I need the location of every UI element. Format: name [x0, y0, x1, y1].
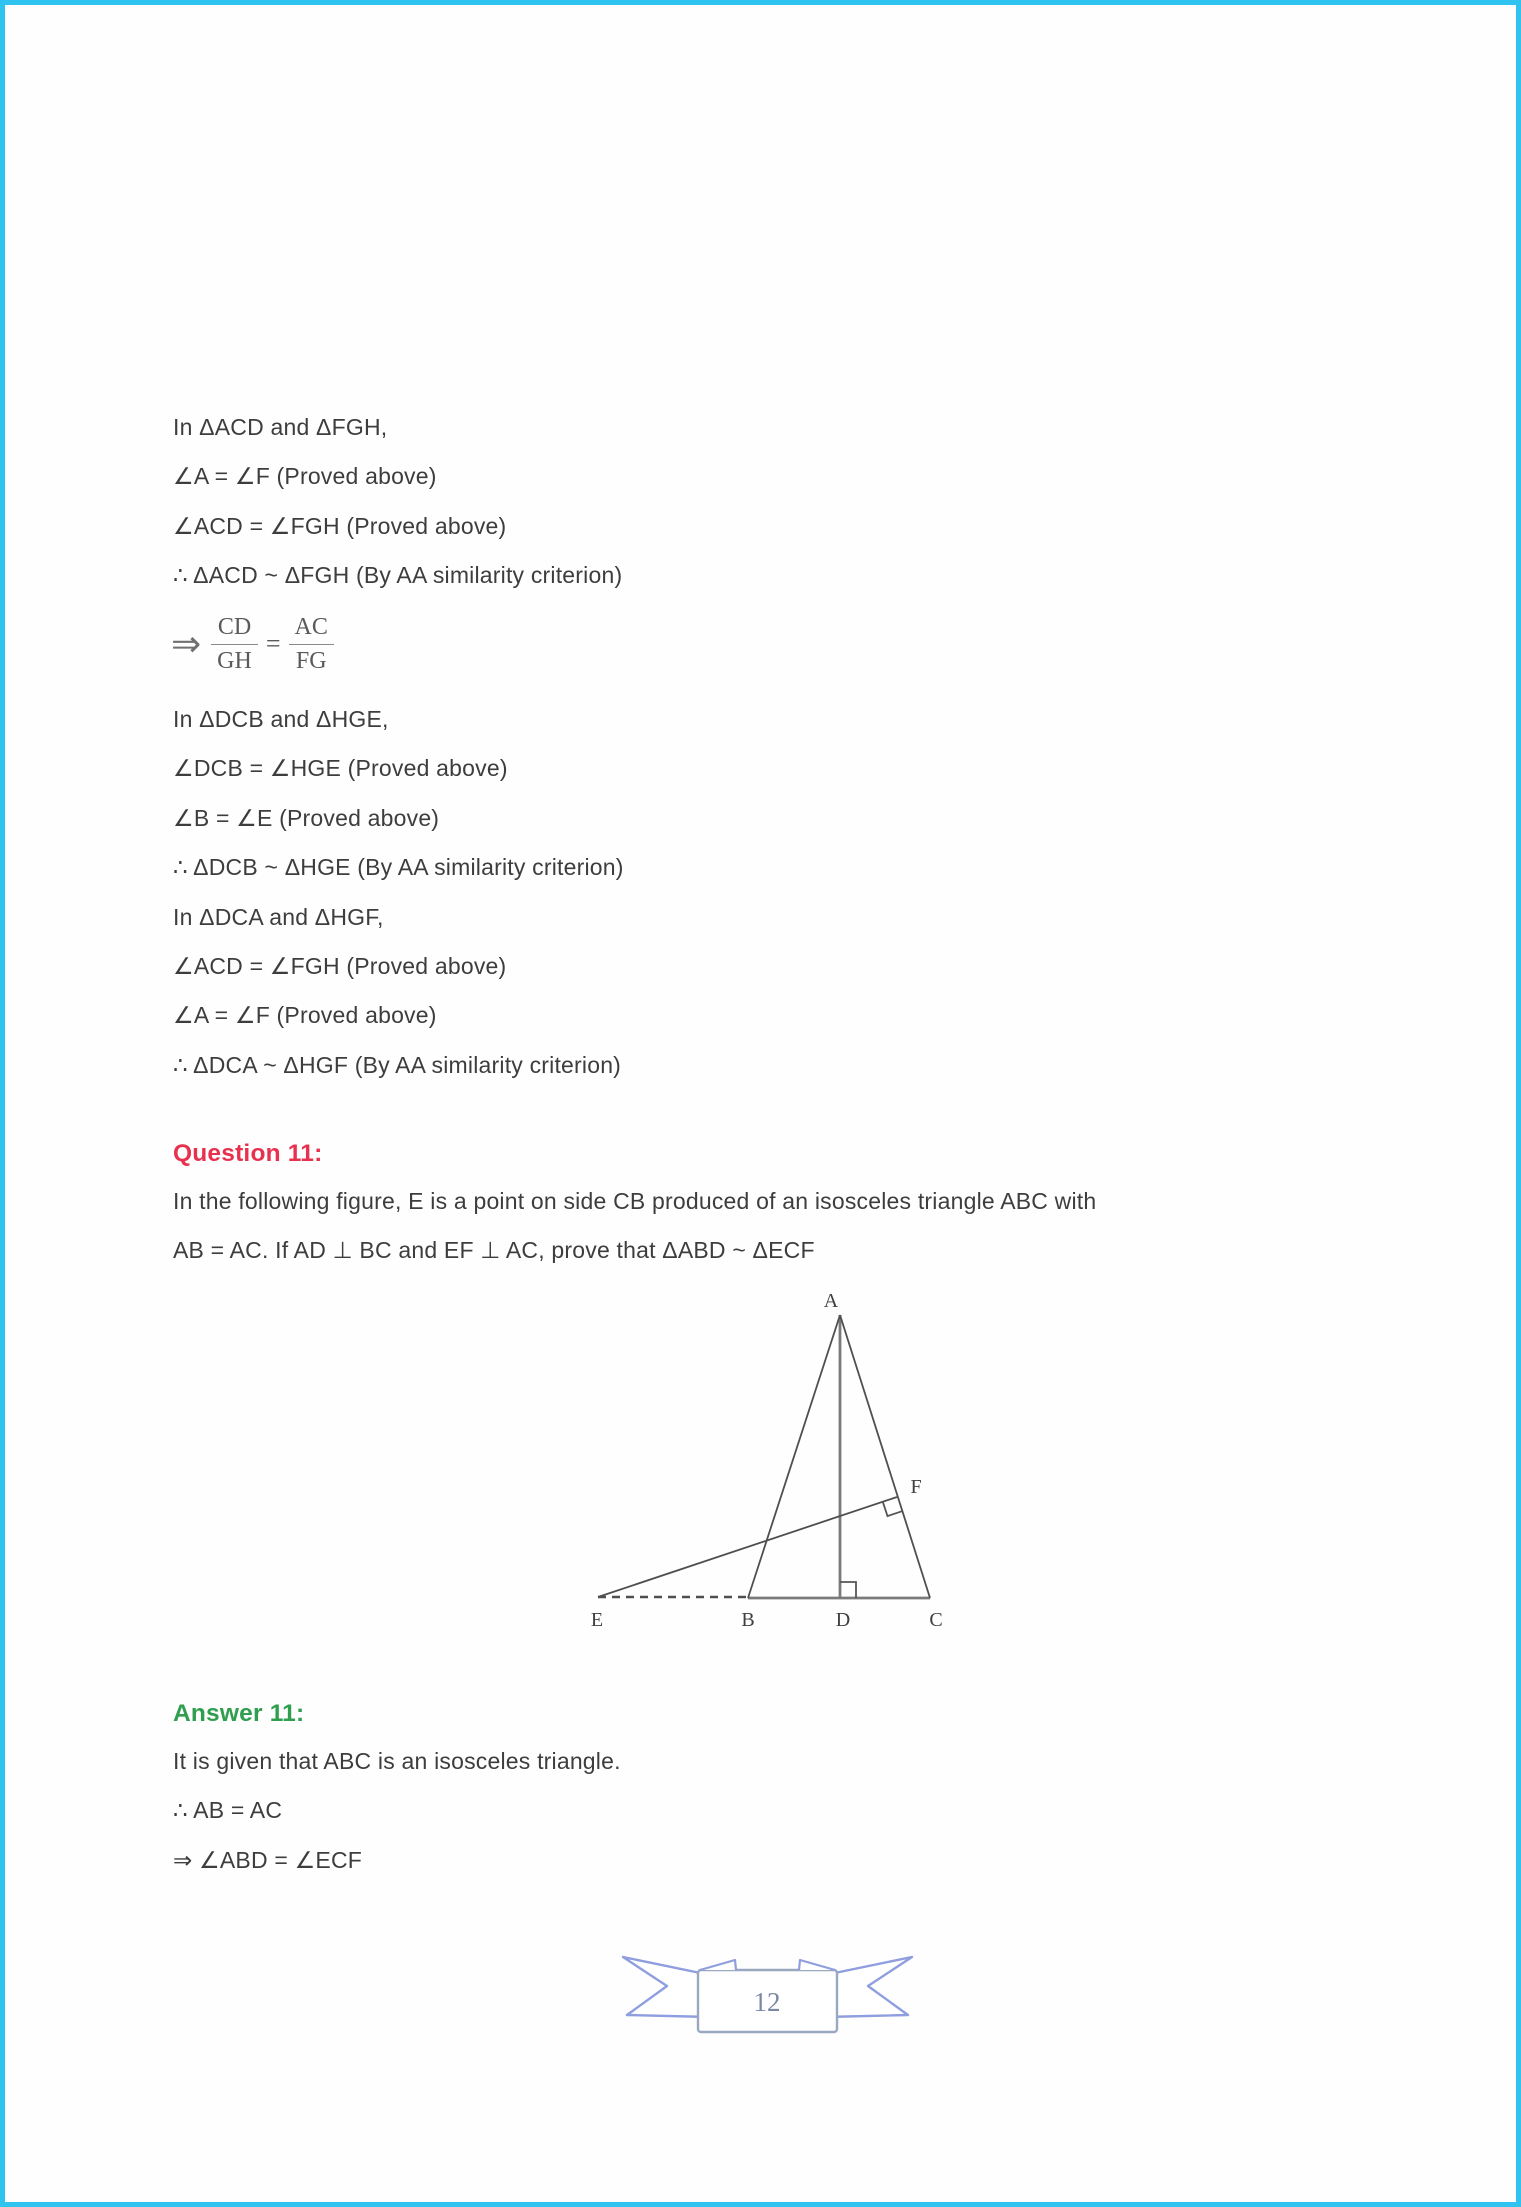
- ratio-formula: [171, 601, 334, 687]
- right-angle-mark-d: [840, 1582, 856, 1598]
- answer-line: ⇒ ∠ABD = ∠ECF: [173, 1846, 363, 1873]
- proof-line: ∠B = ∠E (Proved above): [173, 804, 440, 831]
- proof-line: ∠DCB = ∠HGE (Proved above): [173, 755, 508, 782]
- proof-line: ∠ACD = ∠FGH (Proved above): [173, 512, 507, 539]
- answer-heading: Answer 11:: [173, 1700, 305, 1727]
- label-f: F: [910, 1476, 922, 1498]
- label-c: C: [929, 1609, 943, 1631]
- label-d: D: [835, 1609, 851, 1631]
- question-text: [173, 1177, 1413, 1276]
- proof-line: ∠ACD = ∠FGH (Proved above): [173, 953, 507, 980]
- proof-line: In ΔDCB and ΔHGE,: [173, 706, 389, 732]
- answer-text: [173, 1737, 1413, 1885]
- page-number: 12: [753, 1987, 781, 2017]
- answer-line: It is given that ABC is an isosceles triangle.: [173, 1748, 621, 1774]
- triangle-figure: [565, 1285, 985, 1650]
- proof-line: ∠A = ∠F (Proved above): [173, 1002, 437, 1029]
- answer-line: ∴ AB = AC: [173, 1797, 283, 1824]
- proof-line: ∴ ΔDCB ~ ΔHGE (By AA similarity criterion): [173, 854, 624, 881]
- proof-line: ∠A = ∠F (Proved above): [173, 463, 437, 490]
- proof-block-2: [173, 695, 1413, 1090]
- question-heading: Question 11:: [173, 1140, 323, 1167]
- proof-line: ∴ ΔDCA ~ ΔHGF (By AA similarity criterion): [173, 1051, 622, 1078]
- question-line: In the following figure, E is a point on side CB produced of an isosceles triangle ABC with: [173, 1188, 1097, 1214]
- fraction-denominator: FG: [289, 644, 334, 675]
- line-ab: [748, 1315, 840, 1598]
- ribbon-fold-left: [700, 1960, 736, 1970]
- fraction-ac-fg: [289, 614, 334, 675]
- label-b: B: [741, 1609, 755, 1631]
- proof-line: In ΔACD and ΔFGH,: [173, 414, 388, 440]
- proof-block-1: [173, 403, 1413, 601]
- fraction-numerator: AC: [294, 613, 328, 640]
- fraction-denominator: GH: [211, 644, 258, 675]
- fraction-numerator: CD: [217, 613, 252, 640]
- label-a: A: [823, 1290, 839, 1312]
- proof-line: ∴ ΔACD ~ ΔFGH (By AA similarity criterion): [173, 562, 623, 589]
- page-number-ribbon: [615, 1945, 915, 2045]
- fraction-cd-gh: [211, 614, 258, 675]
- equals-sign: =: [265, 629, 281, 658]
- proof-line: In ΔDCA and ΔHGF,: [173, 903, 384, 930]
- ribbon-fold-right: [799, 1960, 835, 1970]
- right-angle-mark-f: [883, 1502, 902, 1516]
- label-e: E: [590, 1609, 604, 1631]
- line-ac: [840, 1315, 930, 1598]
- question-line: AB = AC. If AD ⊥ BC and EF ⊥ AC, prove that ΔABD ~ ΔECF: [173, 1237, 815, 1264]
- implies-arrow-icon: ⇒: [171, 624, 202, 664]
